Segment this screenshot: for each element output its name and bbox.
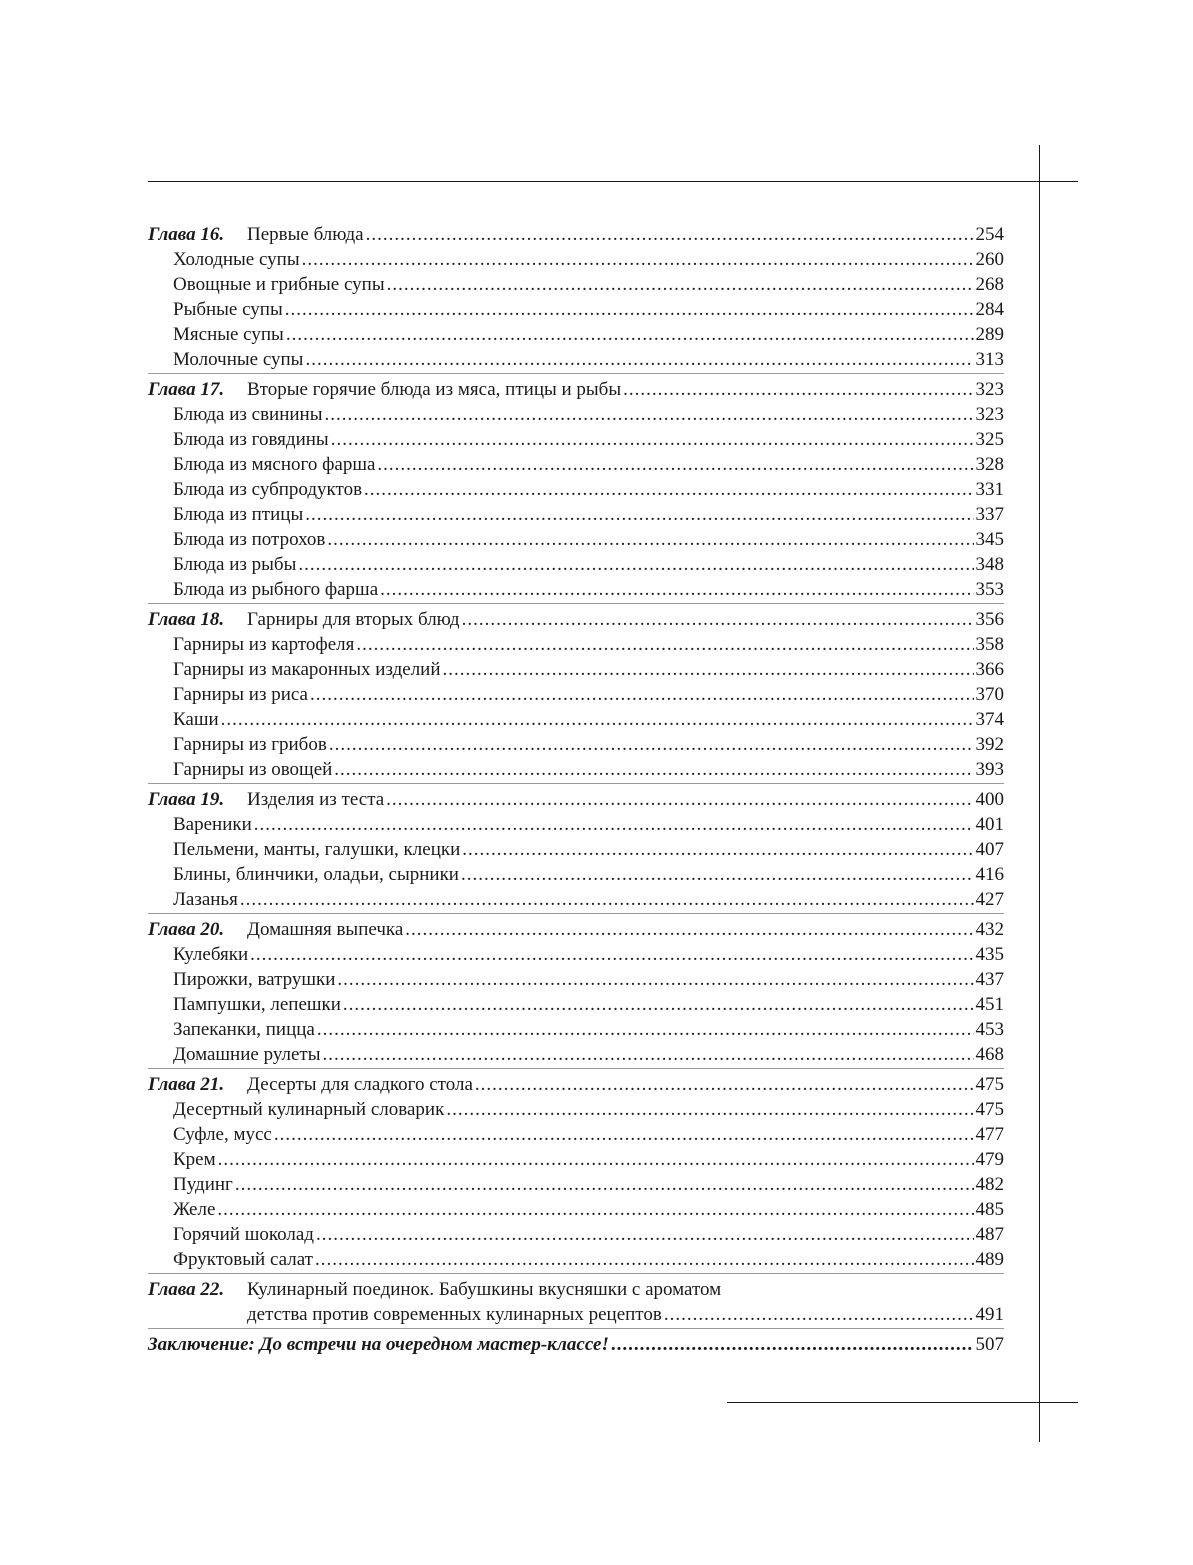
- dot-leader: [356, 632, 973, 657]
- section-title: Молочные супы: [173, 349, 304, 370]
- page-number: 260: [975, 249, 1004, 270]
- page-number: 482: [975, 1174, 1004, 1195]
- section-entry: [148, 1147, 1004, 1172]
- section-title: Суфле, мусс: [173, 1124, 272, 1145]
- section-entry: [148, 1247, 1004, 1272]
- section-entry: [148, 967, 1004, 992]
- section-title: Блюда из потрохов: [173, 529, 326, 550]
- section-title: Блюда из свинины: [173, 404, 323, 425]
- page-number: 432: [975, 919, 1004, 940]
- chapter-heading: [148, 607, 1004, 632]
- page-number: 451: [975, 994, 1004, 1015]
- dot-leader: [286, 322, 974, 347]
- section-title: Блины, блинчики, оладьи, сырники: [173, 864, 459, 885]
- page-number: 353: [975, 579, 1004, 600]
- section-entry: [148, 1017, 1004, 1042]
- section-title: Гарниры из макаронных изделий: [173, 659, 441, 680]
- dot-leader: [235, 1172, 974, 1197]
- dot-leader: [302, 247, 974, 272]
- page-number: 479: [975, 1149, 1004, 1170]
- dot-leader: [475, 1072, 974, 1097]
- table-of-contents: [148, 222, 1004, 1357]
- page-number: 284: [975, 299, 1004, 320]
- page-number: 475: [975, 1099, 1004, 1120]
- page-number: 475: [975, 1074, 1004, 1095]
- page-number: 435: [975, 944, 1004, 965]
- page-number: 491: [975, 1304, 1004, 1325]
- section-entry: [148, 477, 1004, 502]
- page-number: 356: [975, 609, 1004, 630]
- chapter-title-line1: Кулинарный поединок. Бабушкины вкусняшки с ароматом: [247, 1279, 722, 1300]
- chapter-block: [148, 373, 1004, 602]
- section-title: Блюда из рыбы: [173, 554, 297, 575]
- dot-leader: [285, 297, 974, 322]
- section-title: Каши: [173, 709, 219, 730]
- section-entry: [148, 757, 1004, 782]
- dot-leader: [364, 477, 973, 502]
- dot-leader: [316, 1222, 974, 1247]
- dot-leader: [343, 992, 974, 1017]
- chapter-title: Первые блюда: [247, 224, 364, 245]
- section-title: Гарниры из риса: [173, 684, 308, 705]
- section-title: Горячий шоколад: [173, 1224, 314, 1245]
- section-title: Запеканки, пицца: [173, 1019, 315, 1040]
- section-title: Вареники: [173, 814, 252, 835]
- section-entry: [148, 272, 1004, 297]
- dot-leader: [329, 732, 974, 757]
- dot-leader: [405, 917, 973, 942]
- chapter-title: Домашняя выпечка: [247, 919, 404, 940]
- section-title: Крем: [173, 1149, 216, 1170]
- page-number: 507: [975, 1334, 1004, 1355]
- page-number: 485: [975, 1199, 1004, 1220]
- dot-leader: [461, 862, 974, 887]
- dot-leader: [386, 787, 973, 812]
- section-entry: [148, 1122, 1004, 1147]
- chapter-heading: [148, 787, 1004, 812]
- page-number: 392: [975, 734, 1004, 755]
- dot-leader: [380, 577, 973, 602]
- page-number: 345: [975, 529, 1004, 550]
- section-entry: [148, 577, 1004, 602]
- section-title: Гарниры из овощей: [173, 759, 333, 780]
- chapter-label: Глава 18.: [148, 609, 225, 630]
- dot-leader: [217, 1197, 973, 1222]
- page-number: 427: [975, 889, 1004, 910]
- section-title: Мясные супы: [173, 324, 284, 345]
- chapter-block: [148, 1068, 1004, 1272]
- dot-leader: [298, 552, 973, 577]
- section-title: Фруктовый салат: [173, 1249, 313, 1270]
- chapter-title-continuation: [148, 1302, 1004, 1327]
- chapter-block: [148, 1273, 1004, 1327]
- section-title: Блюда из рыбного фарша: [173, 579, 379, 600]
- page-number: 358: [975, 634, 1004, 655]
- dot-leader: [664, 1302, 974, 1327]
- section-entry: [148, 837, 1004, 862]
- section-entry: [148, 402, 1004, 427]
- page-number: 489: [975, 1249, 1004, 1270]
- page-number: 331: [975, 479, 1004, 500]
- dot-leader: [337, 967, 973, 992]
- dot-leader: [221, 707, 974, 732]
- dot-leader: [366, 222, 974, 247]
- page-number: 289: [975, 324, 1004, 345]
- page-number: 400: [975, 789, 1004, 810]
- section-title: Блюда из говядины: [173, 429, 329, 450]
- page-number: 337: [975, 504, 1004, 525]
- chapter-label: Глава 19.: [148, 789, 225, 810]
- page-number: 407: [975, 839, 1004, 860]
- section-title: Желе: [173, 1199, 216, 1220]
- section-entry: [148, 1097, 1004, 1122]
- page-number: 401: [975, 814, 1004, 835]
- section-entry: [148, 1172, 1004, 1197]
- section-title: Пирожки, ватрушки: [173, 969, 336, 990]
- section-entry: [148, 707, 1004, 732]
- chapter-label: Глава 22.: [148, 1279, 225, 1300]
- dot-leader: [274, 1122, 974, 1147]
- chapter-label: Глава 20.: [148, 919, 225, 940]
- page-number: 468: [975, 1044, 1004, 1065]
- dot-leader: [305, 502, 973, 527]
- dot-leader: [377, 452, 973, 477]
- chapter-heading: [148, 222, 1004, 247]
- dot-leader: [315, 1247, 974, 1272]
- section-entry: [148, 1197, 1004, 1222]
- chapter-heading: [148, 1072, 1004, 1097]
- section-entry: [148, 452, 1004, 477]
- page-number: 254: [975, 224, 1004, 245]
- chapter-block: [148, 783, 1004, 912]
- section-entry: [148, 632, 1004, 657]
- page-number: 437: [975, 969, 1004, 990]
- section-entry: [148, 247, 1004, 272]
- section-title: Пудинг: [173, 1174, 233, 1195]
- page-number: 477: [975, 1124, 1004, 1145]
- page-number: 366: [975, 659, 1004, 680]
- section-entry: [148, 682, 1004, 707]
- chapter-label: Глава 16.: [148, 224, 225, 245]
- section-title: Гарниры из грибов: [173, 734, 327, 755]
- conclusion-entry: [148, 1332, 1004, 1357]
- dot-leader: [443, 657, 974, 682]
- section-entry: [148, 1042, 1004, 1067]
- section-title: Гарниры из картофеля: [173, 634, 355, 655]
- dot-leader: [462, 837, 973, 862]
- section-entry: [148, 297, 1004, 322]
- page-number: 370: [975, 684, 1004, 705]
- section-entry: [148, 812, 1004, 837]
- section-entry: [148, 502, 1004, 527]
- page-number: 325: [975, 429, 1004, 450]
- conclusion-title: Заключение: До встречи на очередном мастер-классе!: [148, 1334, 609, 1355]
- dot-leader: [387, 272, 974, 297]
- page-number: 323: [975, 379, 1004, 400]
- section-title: Десертный кулинарный словарик: [173, 1099, 445, 1120]
- section-title: Пампушки, лепешки: [173, 994, 341, 1015]
- chapter-heading: [148, 377, 1004, 402]
- chapter-title: Вторые горячие блюда из мяса, птицы и рыбы: [247, 379, 622, 400]
- chapter-block: [148, 222, 1004, 372]
- section-title: Овощные и грибные супы: [173, 274, 385, 295]
- section-title: Блюда из субпродуктов: [173, 479, 363, 500]
- dot-leader: [611, 1332, 974, 1357]
- dot-leader: [317, 1017, 974, 1042]
- dot-leader: [250, 942, 973, 967]
- chapter-heading: [148, 917, 1004, 942]
- section-title: Блюда из мясного фарша: [173, 454, 376, 475]
- dot-leader: [325, 402, 974, 427]
- page-number: 393: [975, 759, 1004, 780]
- section-entry: [148, 657, 1004, 682]
- dot-leader: [623, 377, 973, 402]
- section-entry: [148, 527, 1004, 552]
- chapter-label: Глава 17.: [148, 379, 225, 400]
- page-number: 313: [975, 349, 1004, 370]
- section-entry: [148, 992, 1004, 1017]
- chapter-title: Десерты для сладкого стола: [247, 1074, 473, 1095]
- section-title: Рыбные супы: [173, 299, 283, 320]
- dot-leader: [327, 527, 973, 552]
- conclusion-block: [148, 1328, 1004, 1357]
- dot-leader: [462, 607, 974, 632]
- page-number: 487: [975, 1224, 1004, 1245]
- chapter-title-line2: детства против современных кулинарных рецептов: [247, 1304, 662, 1325]
- page-number: 348: [975, 554, 1004, 575]
- dot-leader: [305, 347, 973, 372]
- section-title: Кулебяки: [173, 944, 249, 965]
- section-entry: [148, 942, 1004, 967]
- section-entry: [148, 1222, 1004, 1247]
- section-title: Блюда из птицы: [173, 504, 304, 525]
- page-number: 453: [975, 1019, 1004, 1040]
- dot-leader: [218, 1147, 974, 1172]
- right-vertical-rule: [1039, 145, 1040, 1442]
- chapter-title: Гарниры для вторых блюд: [247, 609, 460, 630]
- section-title: Домашние рулеты: [173, 1044, 321, 1065]
- section-entry: [148, 862, 1004, 887]
- dot-leader: [240, 887, 974, 912]
- bottom-horizontal-rule: [727, 1402, 1078, 1403]
- page-number: 328: [975, 454, 1004, 475]
- chapter-title: Изделия из теста: [247, 789, 385, 810]
- dot-leader: [310, 682, 974, 707]
- page-number: 374: [975, 709, 1004, 730]
- chapter-heading: [148, 1277, 1004, 1302]
- dot-leader: [322, 1042, 973, 1067]
- chapter-block: [148, 603, 1004, 782]
- section-title: Лазанья: [173, 889, 238, 910]
- chapter-label: Глава 21.: [148, 1074, 225, 1095]
- section-entry: [148, 322, 1004, 347]
- dot-leader: [446, 1097, 973, 1122]
- top-horizontal-rule: [148, 181, 1078, 182]
- section-title: Пельмени, манты, галушки, клецки: [173, 839, 461, 860]
- dot-leader: [254, 812, 974, 837]
- page-number: 268: [975, 274, 1004, 295]
- chapter-block: [148, 913, 1004, 1067]
- section-entry: [148, 732, 1004, 757]
- dot-leader: [331, 427, 974, 452]
- page-number: 416: [975, 864, 1004, 885]
- section-entry: [148, 887, 1004, 912]
- section-entry: [148, 347, 1004, 372]
- section-entry: [148, 427, 1004, 452]
- dot-leader: [334, 757, 973, 782]
- page-number: 323: [975, 404, 1004, 425]
- section-title: Холодные супы: [173, 249, 300, 270]
- section-entry: [148, 552, 1004, 577]
